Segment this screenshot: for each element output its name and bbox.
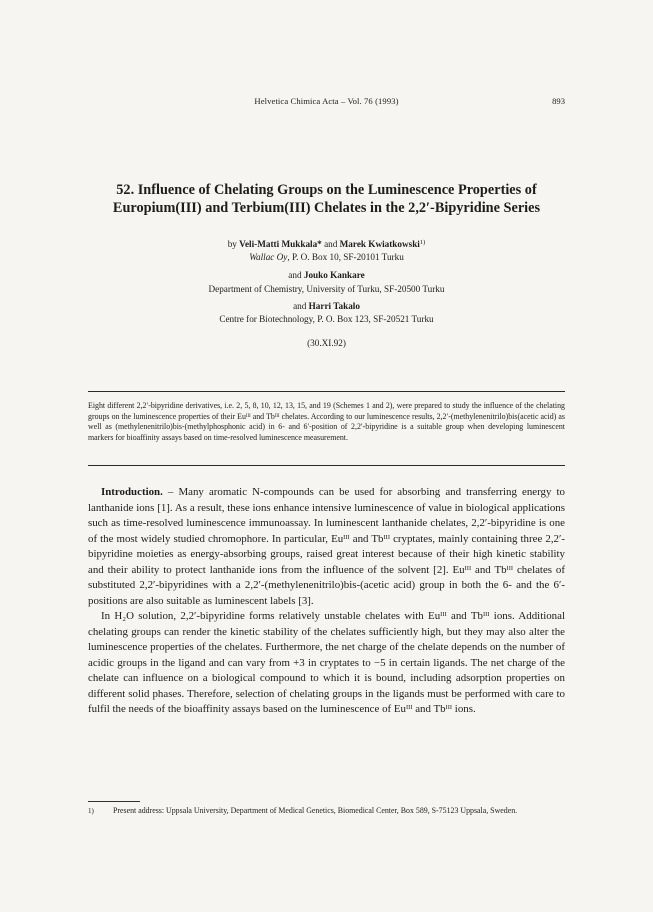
author-line-3 [70, 300, 583, 312]
article-title [70, 181, 583, 217]
author-line-2 [70, 269, 583, 281]
author-name: Harri Takalo [308, 301, 360, 311]
title-line-1: 52. Influence of Chelating Groups on the Luminescence Properties of [116, 182, 537, 198]
affiliation-line-2: Department of Chemistry, University of Turku, SF-20500 Turku [208, 284, 445, 294]
introduction-section [88, 485, 565, 718]
footnote-ref: 1) [419, 239, 426, 246]
affiliation-line-1 [70, 251, 583, 263]
conjunction: and [293, 301, 309, 311]
page-number: 893 [552, 96, 565, 106]
conjunction: and [288, 270, 304, 280]
received-date: (30.XI.92) [307, 338, 346, 348]
running-header [88, 96, 565, 110]
section-heading: Introduction. [101, 486, 163, 498]
affiliation-line-3: Centre for Biotechnology, P. O. Box 123, SF-20521 Turku [219, 314, 434, 324]
footnote-text: Present address: Uppsala University, Department of Medical Genetics, Biomedical Center, Box 589, S-75123 Uppsala, Sweden. [113, 806, 518, 815]
abstract-paragraph: Eight different 2,2′-bipyridine derivatives, i.e. 2, 5, 8, 10, 12, 13, 15, and 19 (Schemes 1 and 2), were prepared to study the influence of the chelating groups on the luminescence properties of their Euᴵᴵᴵ and Tbᴵᴵᴵ chelates. According to our luminescence results, 2,2′-(methylenenitrilo)bis(acetic acid) as well as (methylenenitrilo)bis-(methylphosphonic acid) in 6- and 6′-position of 2,2′-bipyridine is a suitable group when developing luminescent markers for bioaffinity assays based on time-resolved luminescence measurement. [88, 401, 565, 443]
footnote-rule [88, 801, 140, 802]
abstract-top-rule [88, 391, 565, 392]
conjunction: and [321, 239, 340, 249]
abstract-bottom-rule [88, 465, 565, 466]
journal-running-title: Helvetica Chimica Acta – Vol. 76 (1993) [254, 96, 399, 106]
affiliation-address: , P. O. Box 10, SF-20101 Turku [287, 252, 404, 262]
intro-paragraph-1 [88, 485, 565, 609]
author-name: Jouko Kankare [303, 270, 365, 280]
author-name: Marek Kwiatkowski [339, 239, 420, 249]
footnote [88, 806, 565, 817]
affiliation-org: Wallac Oy [249, 252, 288, 262]
paragraph-text: – Many aromatic N-compounds can be used for absorbing and transferring energy to lanthanide ions [1]. As a result, these ions enhance intensive luminescence of value in biological applications such as time-resolved luminescence immunoassay. In luminescent lanthanide chelates, 2,2′-bipyridine is one of the most widely studied chromophore. In particular, Euᴵᴵᴵ and Tbᴵᴵᴵ cryptates, mainly containing three 2,2′-bipyridine moieties as energy-absorbing groups, raised great interest because of their high kinetic stability and their ability to protect lanthanide ions from the influence of the solvent [2]. Euᴵᴵᴵ and Tbᴵᴵᴵ chelates of substituted 2,2′-bipyridines with a 2,2′-(methylenenitrilo)bis-(acetic acid) group in both the 6- and the 6′-positions are also suitable as luminescent labels [3]. [88, 486, 565, 607]
author-name: Veli-Matti Mukkala* [239, 239, 322, 249]
footnote-mark: 1) [88, 807, 94, 815]
intro-paragraph-2: In H₂O solution, 2,2′-bipyridine forms relatively unstable chelates with Euᴵᴵᴵ and Tbᴵᴵᴵ ions. Additional chelating groups can render the kinetic stability of the chelates sufficiently high, but they may also alter the luminescence properties of the chelates. Furthermore, the net charge of the chelate depends on the number of acidic groups in the ligand and can vary from +3 in cryptates to −5 in certain ligands. The net charge of the chelate can influence on a biological compound to which it is bound, including adsorption properties on different solid phases. Therefore, selection of chelating groups in the ligands must be performed with care to fulfil the needs of the bioaffinity assays based on the luminescence of Euᴵᴵᴵ and Tbᴵᴵᴵ ions. [88, 610, 565, 715]
author-line-1 [70, 238, 583, 250]
byline-prefix: by [227, 239, 240, 249]
abstract [88, 401, 565, 444]
title-line-2: Europium(III) and Terbium(III) Chelates in the 2,2′-Bipyridine Series [112, 200, 541, 216]
